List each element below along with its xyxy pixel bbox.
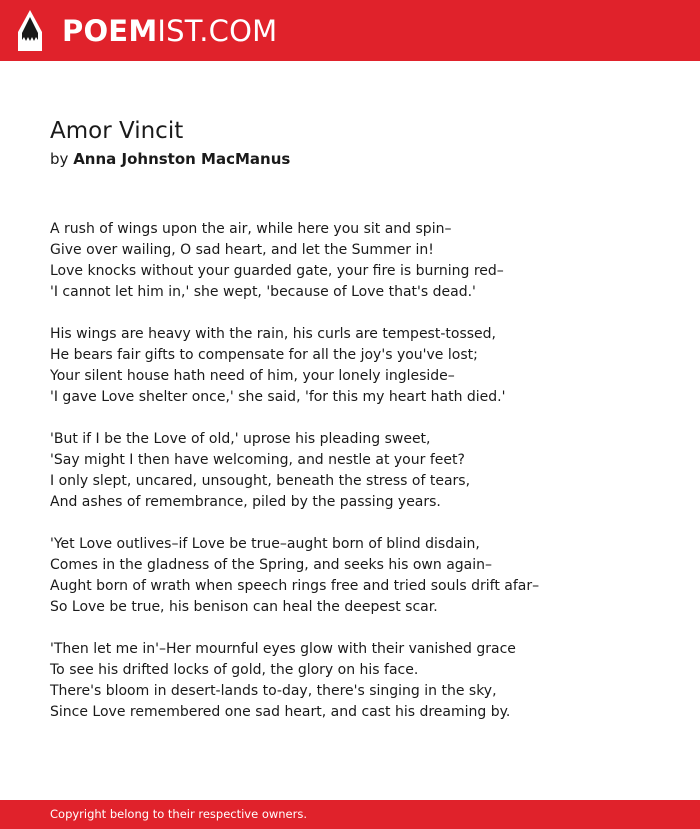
poem-line: He bears fair gifts to compensate for all the joy's you've lost; [50,347,478,363]
poem-body [50,219,670,744]
poem-line: Comes in the gladness of the Spring, and seeks his own again– [50,557,493,573]
poem-line: Aught born of wrath when speech rings free and tried souls drift afar– [50,578,540,594]
poem-line: 'Then let me in'–Her mournful eyes glow with their vanished grace [50,641,516,657]
by-label: by [50,150,69,168]
poem-line: Love knocks without your guarded gate, your fire is burning red– [50,263,504,279]
logo-light-text: IST.COM [157,14,278,48]
poem-line: 'Yet Love outlives–if Love be true–aught born of blind disdain, [50,536,480,552]
stanza-5 [50,639,670,723]
poem-line: 'I gave Love shelter once,' she said, 'for this my heart hath died.' [50,389,506,405]
copyright-text: Copyright belong to their respective owners. [50,807,308,821]
pencil-logo-icon[interactable] [18,10,42,51]
poem-line: His wings are heavy with the rain, his curls are tempest-tossed, [50,326,496,342]
poem-title: Amor Vincit [50,118,184,144]
site-footer [0,800,700,829]
stanza-2 [50,324,670,408]
poem-line: So Love be true, his benison can heal the deepest scar. [50,599,438,615]
poem-line: Since Love remembered one sad heart, and cast his dreaming by. [50,704,511,720]
stanza-4 [50,534,670,618]
logo-bold-text: POEM [62,14,158,48]
poem-line: I only slept, uncared, unsought, beneath the stress of tears, [50,473,471,489]
poem-line: 'Say might I then have welcoming, and nestle at your feet? [50,452,465,468]
author-name: Anna Johnston MacManus [73,150,291,168]
stanza-1 [50,219,670,303]
site-logo[interactable] [62,14,277,48]
poem-line: 'I cannot let him in,' she wept, 'because of Love that's dead.' [50,284,476,300]
poem-line: To see his drifted locks of gold, the glory on his face. [50,662,419,678]
poem-line: Your silent house hath need of him, your lonely ingleside– [50,368,455,384]
poem-byline [50,148,290,170]
poem-line: Give over wailing, O sad heart, and let the Summer in! [50,242,434,258]
poem-line: A rush of wings upon the air, while here you sit and spin– [50,221,452,237]
poem-line: 'But if I be the Love of old,' uprose his pleading sweet, [50,431,431,447]
site-header [0,0,700,61]
stanza-3 [50,429,670,513]
poem-line: There's bloom in desert-lands to-day, there's singing in the sky, [50,683,497,699]
poem-line: And ashes of remembrance, piled by the passing years. [50,494,441,510]
